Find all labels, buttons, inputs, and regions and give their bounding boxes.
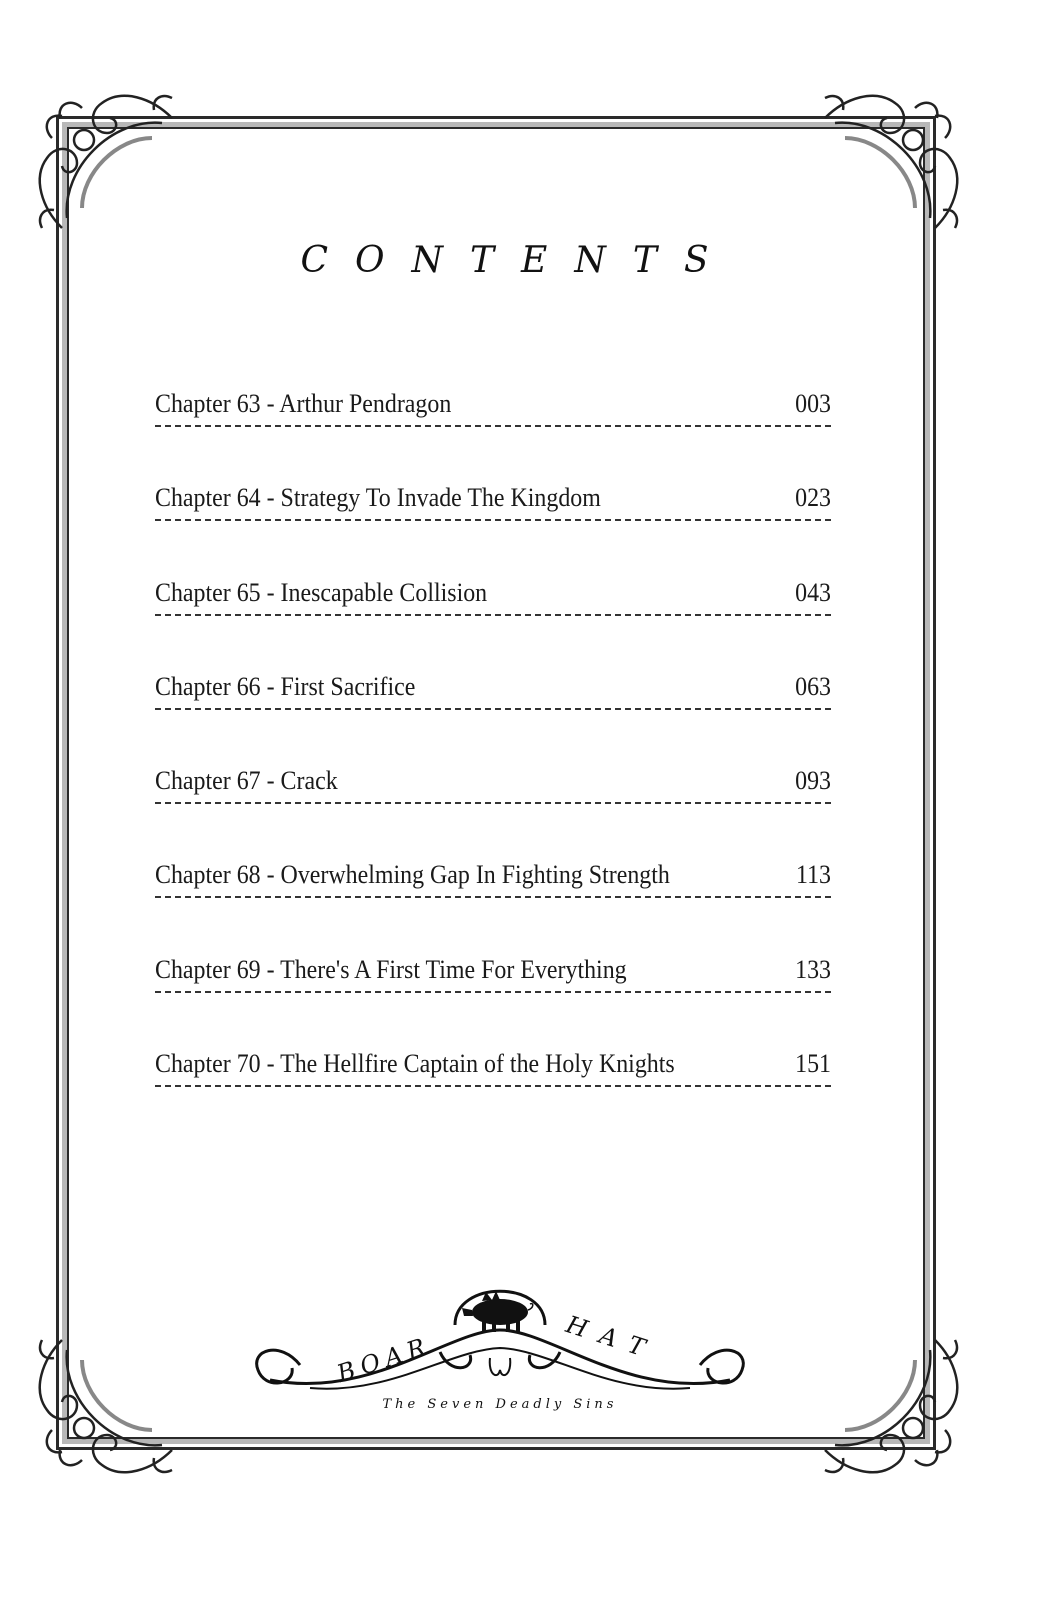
logo-left-word: BOAR [333, 1331, 435, 1388]
page-title: CONTENTS [300, 240, 736, 281]
dotted-leader [155, 708, 831, 710]
page-number: 151 [795, 1049, 832, 1079]
toc-entry[interactable] [155, 1048, 831, 1142]
dotted-leader [155, 896, 831, 898]
page-number: 113 [796, 860, 832, 890]
dotted-leader [155, 802, 831, 804]
dotted-leader [155, 519, 831, 521]
toc-entry[interactable] [155, 859, 831, 953]
chapter-title: Chapter 68 - Overwhelming Gap In Fighting Strength [155, 860, 670, 890]
dotted-leader [155, 1085, 831, 1087]
toc-entry[interactable] [155, 671, 831, 765]
chapter-title: Chapter 63 - Arthur Pendragon [155, 389, 452, 418]
page-number: 003 [795, 389, 832, 418]
page-number: 093 [795, 766, 832, 796]
chapter-title: Chapter 69 - There's A First Time For Everything [155, 954, 627, 984]
toc-entry[interactable] [155, 577, 831, 671]
logo-right-word: HAT [562, 1310, 662, 1367]
logo-subtitle: The Seven Deadly Sins [382, 1397, 618, 1412]
page-number: 133 [795, 954, 832, 984]
chapter-title: Chapter 70 - The Hellfire Captain of the Holy Knights [155, 1049, 675, 1079]
toc-entry[interactable] [155, 388, 831, 482]
table-of-contents [155, 388, 831, 1142]
ornament-corner-top-right-icon [815, 78, 975, 238]
page-number: 043 [795, 577, 832, 607]
ornament-corner-bottom-left-icon [22, 1330, 182, 1490]
toc-entry[interactable] [155, 765, 831, 859]
page-number: 063 [795, 671, 832, 701]
page-number: 023 [795, 483, 832, 513]
boar-hat-logo [250, 1280, 750, 1420]
dotted-leader [155, 991, 831, 993]
chapter-title: Chapter 64 - Strategy To Invade The Kingdom [155, 483, 601, 513]
chapter-title: Chapter 66 - First Sacrifice [155, 671, 416, 701]
dotted-leader [155, 425, 831, 427]
ornament-corner-bottom-right-icon [815, 1330, 975, 1490]
ornament-corner-top-left-icon [22, 78, 182, 238]
toc-entry[interactable] [155, 954, 831, 1048]
chapter-title: Chapter 67 - Crack [155, 766, 338, 796]
toc-entry[interactable] [155, 482, 831, 576]
dotted-leader [155, 614, 831, 616]
chapter-title: Chapter 65 - Inescapable Collision [155, 577, 488, 607]
